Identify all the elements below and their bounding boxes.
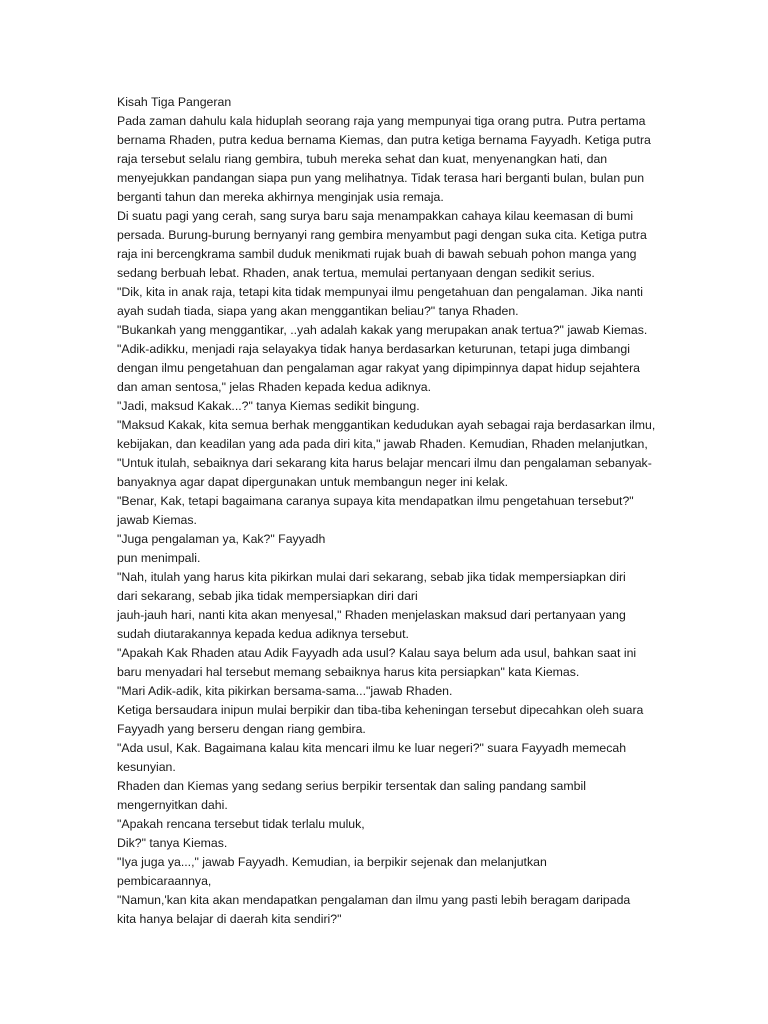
text-line: mengernyitkan dahi. <box>117 798 228 812</box>
text-line: berganti tahun dan mereka akhirnya menginjak usia remaja. <box>117 190 444 204</box>
text-line: "Apakah rencana tersebut tidak terlalu muluk, <box>117 817 365 831</box>
text-line: "Untuk itulah, sebaiknya dari sekarang kita harus belajar mencari ilmu dan pengalaman sebanyak- <box>117 456 652 470</box>
text-line: "Juga pengalaman ya, Kak?" Fayyadh <box>117 532 326 546</box>
text-line: dari sekarang, sebab jika tidak mempersiapkan diri dari <box>117 589 418 603</box>
text-line: pembicaraannya, <box>117 874 212 888</box>
text-line: baru menyadari hal tersebut memang sebaiknya harus kita persiapkan" kata Kiemas. <box>117 665 580 679</box>
text-line: "Benar, Kak, tetapi bagaimana caranya supaya kita mendapatkan ilmu pengetahuan tersebut?" <box>117 494 634 508</box>
text-line: Di suatu pagi yang cerah, sang surya baru saja menampakkan cahaya kilau keemasan di bumi <box>117 209 634 223</box>
text-line: menyejukkan pandangan siapa pun yang melihatnya. Tidak terasa hari berganti bulan, bulan pun <box>117 171 645 185</box>
text-line: raja ini bercengkrama sambil duduk menikmati rujak buah di bawah sebuah pohon manga yang <box>117 247 637 261</box>
text-line: pun menimpali. <box>117 551 201 565</box>
text-line: raja tersebut selalu riang gembira, tubuh mereka sehat dan kuat, menyenangkan hati, dan <box>117 152 608 166</box>
text-line: Rhaden dan Kiemas yang sedang serius berpikir tersentak dan saling pandang sambil <box>117 779 586 793</box>
text-line: "Bukankah yang menggantikar, ..yah adalah kakak yang merupakan anak tertua?" jawab Kiemas. <box>117 323 648 337</box>
text-line: "Ada usul, Kak. Bagaimana kalau kita mencari ilmu ke luar negeri?" suara Fayyadh memecah <box>117 741 627 755</box>
text-line: sudah diutarakannya kepada kedua adiknya tersebut. <box>117 627 409 641</box>
text-line: "Nah, itulah yang harus kita pikirkan mulai dari sekarang, sebab jika tidak mempersiapkan diri <box>117 570 626 584</box>
text-line: dengan ilmu pengetahuan dan pengalaman agar rakyat yang dipimpinnya dapat hidup sejahtera <box>117 361 641 375</box>
text-line: persada. Burung-burung bernyanyi rang gembira menyambut pagi dengan suka cita. Ketiga putra <box>117 228 647 242</box>
text-line: "Maksud Kakak, kita semua berhak menggantikan kedudukan ayah sebagai raja berdasarkan ilmu, <box>117 418 656 432</box>
text-line: "Apakah Kak Rhaden atau Adik Fayyadh ada usul? Kalau saya belum ada usul, bahkan saat ini <box>117 646 637 660</box>
text-line: "Adik-adikku, menjadi raja selayakya tidak hanya berdasarkan keturunan, tetapi juga dimbangi <box>117 342 630 356</box>
text-line: "Namun,'kan kita akan mendapatkan pengalaman dan ilmu yang pasti lebih beragam daripada <box>117 893 631 907</box>
text-line: jawab Kiemas. <box>117 513 197 527</box>
text-line: Pada zaman dahulu kala hiduplah seorang raja yang mempunyai tiga orang putra. Putra pertama <box>117 114 646 128</box>
text-line: kita hanya belajar di daerah kita sendiri?" <box>117 912 342 926</box>
text-line: dan aman sentosa," jelas Rhaden kepada kedua adiknya. <box>117 380 432 394</box>
text-line: "Jadi, maksud Kakak...?" tanya Kiemas sedikit bingung. <box>117 399 420 413</box>
text-line: sedang berbuah lebat. Rhaden, anak tertua, memulai pertanyaan dengan sedikit serius. <box>117 266 595 280</box>
text-line: kesunyian. <box>117 760 176 774</box>
text-line: kebijakan, dan keadilan yang ada pada diri kita," jawab Rhaden. Kemudian, Rhaden melanjutkan, <box>117 437 648 451</box>
text-line: "Iya juga ya...," jawab Fayyadh. Kemudian, ia berpikir sejenak dan melanjutkan <box>117 855 547 869</box>
text-line: Dik?" tanya Kiemas. <box>117 836 228 850</box>
document-title: Kisah Tiga Pangeran <box>117 95 232 109</box>
text-line: banyaknya agar dapat dipergunakan untuk membangun neger ini kelak. <box>117 475 509 489</box>
text-line: Ketiga bersaudara inipun mulai berpikir dan tiba-tiba keheningan tersebut dipecahkan oleh suara <box>117 703 644 717</box>
text-line: "Dik, kita in anak raja, tetapi kita tidak mempunyai ilmu pengetahuan dan pengalaman. Jika nanti <box>117 285 643 299</box>
text-line: bernama Rhaden, putra kedua bernama Kiemas, dan putra ketiga bernama Fayyadh. Ketiga putra <box>117 133 651 147</box>
document-text <box>117 112 717 929</box>
text-line: "Mari Adik-adik, kita pikirkan bersama-sama..."jawab Rhaden. <box>117 684 453 698</box>
text-line: Fayyadh yang berseru dengan riang gembira. <box>117 722 366 736</box>
text-line: ayah sudah tiada, siapa yang akan menggantikan beliau?" tanya Rhaden. <box>117 304 519 318</box>
text-line: jauh-jauh hari, nanti kita akan menyesal," Rhaden menjelaskan maksud dari pertanyaan yang <box>117 608 626 622</box>
document-body <box>117 93 717 929</box>
